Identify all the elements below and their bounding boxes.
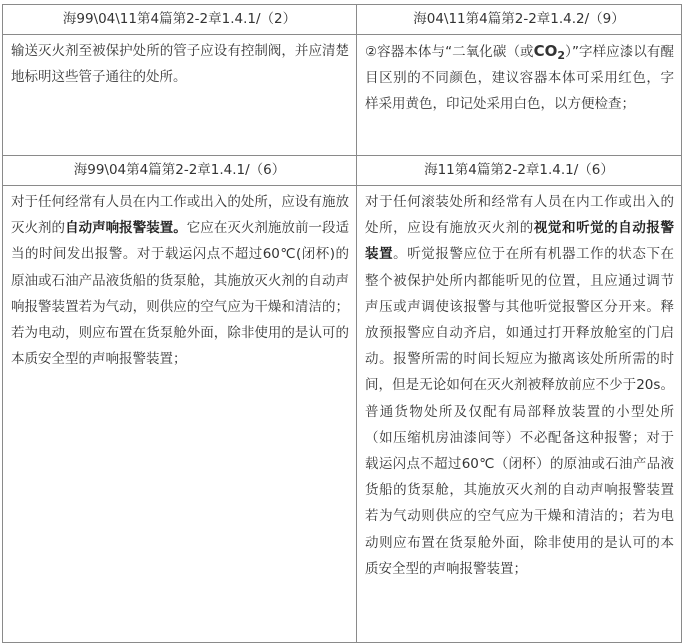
right-text-post: 。听觉报警应位于在所有机器工作的状态下在整个被保护处所内都能听见的位置，且应通过调节声压或声调使该报警与其他听觉报警区分开来。释放预报警应自动齐启，如通过打开释放舱室的门启动。报警所需的时间长短应为撤离该处所所需的时间，但是无论如何在灭火剂被释放前应不少于20s。普通货物处所及仅配有局部释放装置的小型处所（如压缩机房油漆间等）不必配备这种报警；对于载运闪点不超过60℃（闭杯）的原油或石油产品液货船的货泵舱，其施放灭火剂的自动声响报警装置若为气动则供应的空气应为干燥和清洁的；若为电动则应布置在货泵舱外面，除非使用的是认可的本质安全型的声响报警装置； xyxy=(365,246,675,577)
right-text xyxy=(357,186,681,642)
table-row xyxy=(3,156,682,186)
left-text-cell xyxy=(3,35,357,156)
left-text-cell xyxy=(3,186,357,643)
left-header-cell: 海99\04第4篇第2-2章1.4.1/（6） xyxy=(3,156,357,186)
right-text-cell xyxy=(357,35,682,156)
right-text-cell xyxy=(357,186,682,643)
left-header-cell: 海99\04\11第4篇第2-2章1.4.1/（2） xyxy=(3,5,357,35)
co2-subscript: 2 xyxy=(557,49,566,62)
left-text xyxy=(3,186,356,642)
right-text-pre: ②容器本体与“二氧化碳（或 xyxy=(365,44,534,60)
right-header-cell: 海11第4篇第2-2章1.4.1/（6） xyxy=(357,156,682,186)
right-bold-text: 视觉和听觉的自动报警装置 xyxy=(365,220,675,263)
right-text-pre: 对于任何滚装处所和经常有人员在内工作或出入的处所，应设有施放灭火剂的 xyxy=(365,194,674,237)
table-row xyxy=(3,186,682,643)
comparison-table xyxy=(2,4,682,643)
left-text-post: 它应在灭火剂施放前一段适当的时间发出报警。对于载运闪点不超过60℃(闭杯)的原油或石油产品液货船的货泵舱，其施放灭火剂的自动声响报警装置若为气动，则供应的空气应为干燥和清洁的；若为电动，则应布置在货泵舱外面，除非使用的是认可的本质安全型的声响报警装置； xyxy=(11,220,350,368)
left-text: 输送灭火剂至被保护处所的管子应设有控制阀，并应清楚地标明这些管子通往的处所。 xyxy=(11,43,349,86)
left-bold-text: 自动声响报警装置。 xyxy=(65,220,187,237)
co2-main: CO xyxy=(533,42,558,60)
right-header-cell: 海04\11第4篇第2-2章1.4.2/（9） xyxy=(357,5,682,35)
co2-formula xyxy=(534,42,565,60)
right-text-post: ）”字样应漆以有醒目区别的不同颜色，建议容器本体可采用红色，字样采用黄色，印记处采用白色，以方便检查； xyxy=(365,44,674,113)
right-text xyxy=(357,35,681,155)
table-row xyxy=(3,35,682,156)
left-text-pre: 对于任何经常有人员在内工作或出入的处所，应设有施放灭火剂的 xyxy=(11,194,349,237)
table-row xyxy=(3,5,682,35)
